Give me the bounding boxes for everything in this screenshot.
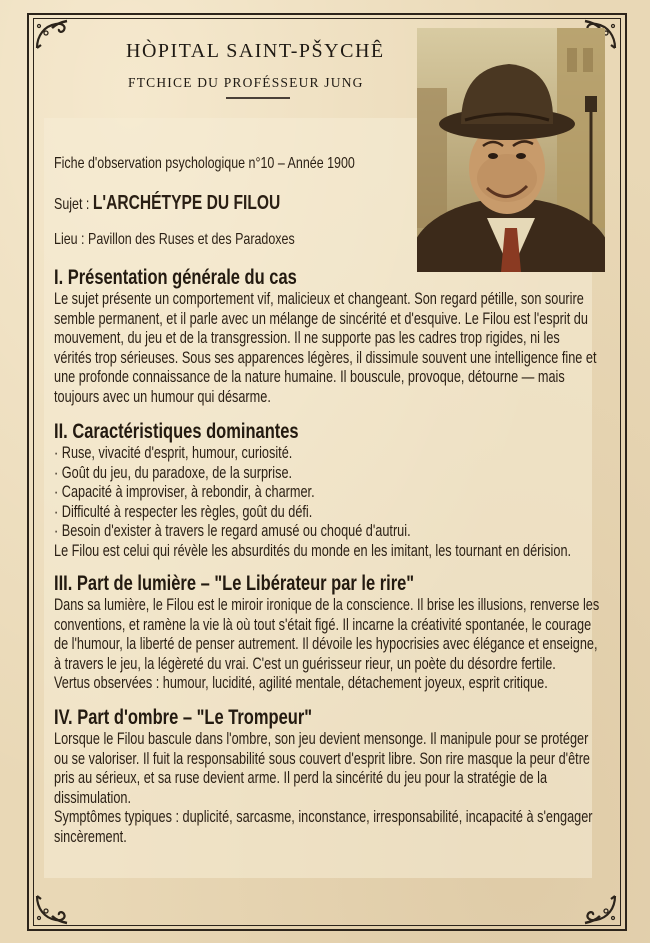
paragraph-line: Le sujet présente un comportement vif, malicieux et changeant. Son regard pétille, son sourire bbox=[54, 290, 584, 308]
bullet-item: · Difficulté à respecter les règles, goût du défi. bbox=[54, 502, 313, 521]
section-shadow-side bbox=[54, 706, 593, 847]
section-light-side bbox=[54, 572, 599, 694]
paragraph-line: dissimulation. bbox=[54, 788, 131, 807]
bullet-item: · Capacité à improviser, à rebondir, à charmer. bbox=[54, 483, 315, 501]
paragraph-line: mouvement, du jeu et de la transgression. Il ne supporte pas les cadres trop rigides, ni les bbox=[54, 329, 560, 347]
corner-ornament-icon bbox=[34, 890, 70, 926]
subject-label: Sujet : bbox=[54, 196, 93, 213]
paragraph-line: semble permanent, et il parle avec un mélange de sincérité et d'esquive. Le Filou est l'esprit du bbox=[54, 309, 588, 328]
section-presentation bbox=[54, 266, 596, 407]
section-title: I. Présentation générale du cas bbox=[54, 266, 297, 289]
paragraph-line: de l'humour, la liberté de penser autrement. Il dévoile les hypocrisies avec élégance et enseigne, bbox=[54, 635, 598, 653]
paragraph-line: conventions, et ramène la vie là où tout s'était figé. Il incarne la créativité spontanée, le courage bbox=[54, 615, 592, 634]
section-title: III. Part de lumière – "Le Libérateur par le rire" bbox=[54, 572, 415, 595]
paragraph-line: Dans sa lumière, le Filou est le miroir ironique de la conscience. Il brise les illusions, renverse les bbox=[54, 596, 600, 614]
section-characteristics bbox=[54, 420, 571, 561]
section-title: IV. Part d'ombre – "Le Trompeur" bbox=[54, 706, 313, 729]
subject-value: L'ARCHÉTYPE DU FILOU bbox=[92, 192, 281, 214]
bullet-item: · Ruse, vivacité d'esprit, humour, curiosité. bbox=[54, 444, 293, 462]
bullet-item: · Goût du jeu, du paradoxe, de la surprise. bbox=[54, 463, 293, 482]
bullet-item: · Besoin d'exister à travers le regard amusé ou choqué d'autrui. bbox=[54, 522, 411, 540]
corner-ornament-icon bbox=[34, 18, 70, 54]
paragraph-line: vérités trop sérieuses. Sous ses apparences légères, il dissimule souvent une intelligence fine et bbox=[54, 348, 597, 367]
paragraph-line: Symptômes typiques : duplicité, sarcasme, inconstance, irresponsabilité, incapacité à s'engager bbox=[54, 808, 593, 826]
paragraph-line: une profonde connaissance de la nature humaine. Il bouscule, provoque, détourne — mais bbox=[54, 368, 565, 386]
subject-portrait bbox=[417, 28, 605, 272]
location-line: Lieu : Pavillon des Ruses et des Paradoxes bbox=[54, 231, 295, 248]
paragraph-line: à travers le jeu, la légèreté du vrai. C'est un guérisseur rieur, un poète du désordre fertile. bbox=[54, 654, 556, 673]
subject-line bbox=[54, 192, 344, 215]
hospital-title: HÒPITAL SAINT-PŠYCHÊ bbox=[126, 40, 385, 62]
paragraph-line: toujours avec un humour qui désarme. bbox=[54, 387, 271, 406]
paragraph-line: Vertus observées : humour, lucidité, agilité mentale, détachement joyeux, esprit critique. bbox=[54, 674, 548, 692]
corner-ornament-icon bbox=[582, 890, 618, 926]
paragraph-line: sincèrement. bbox=[54, 827, 127, 846]
file-subtitle: FTCHICE DU PROFÉSSEUR JUNG bbox=[128, 75, 364, 90]
paragraph-line: Le Filou est celui qui révèle les absurdités du monde en les imitant, les tournant en dérision. bbox=[54, 541, 572, 560]
paragraph-line: ou se valoriser. Il fuit la responsabilité sous couvert d'esprit libre. Son rire masque la peur d'être bbox=[54, 749, 591, 768]
header-divider bbox=[226, 97, 290, 99]
sheet-reference: Fiche d'observation psychologique n°10 – Année 1900 bbox=[54, 155, 355, 172]
paragraph-line: Lorsque le Filou bascule dans l'ombre, son jeu devient mensonge. Il manipule pour se protéger bbox=[54, 730, 589, 748]
paragraph-line: pris au sérieux, et sa ruse devient arme. Il perd la sincérité du jeu pour la stratégie de la bbox=[54, 769, 548, 787]
section-title: II. Caractéristiques dominantes bbox=[54, 420, 299, 443]
